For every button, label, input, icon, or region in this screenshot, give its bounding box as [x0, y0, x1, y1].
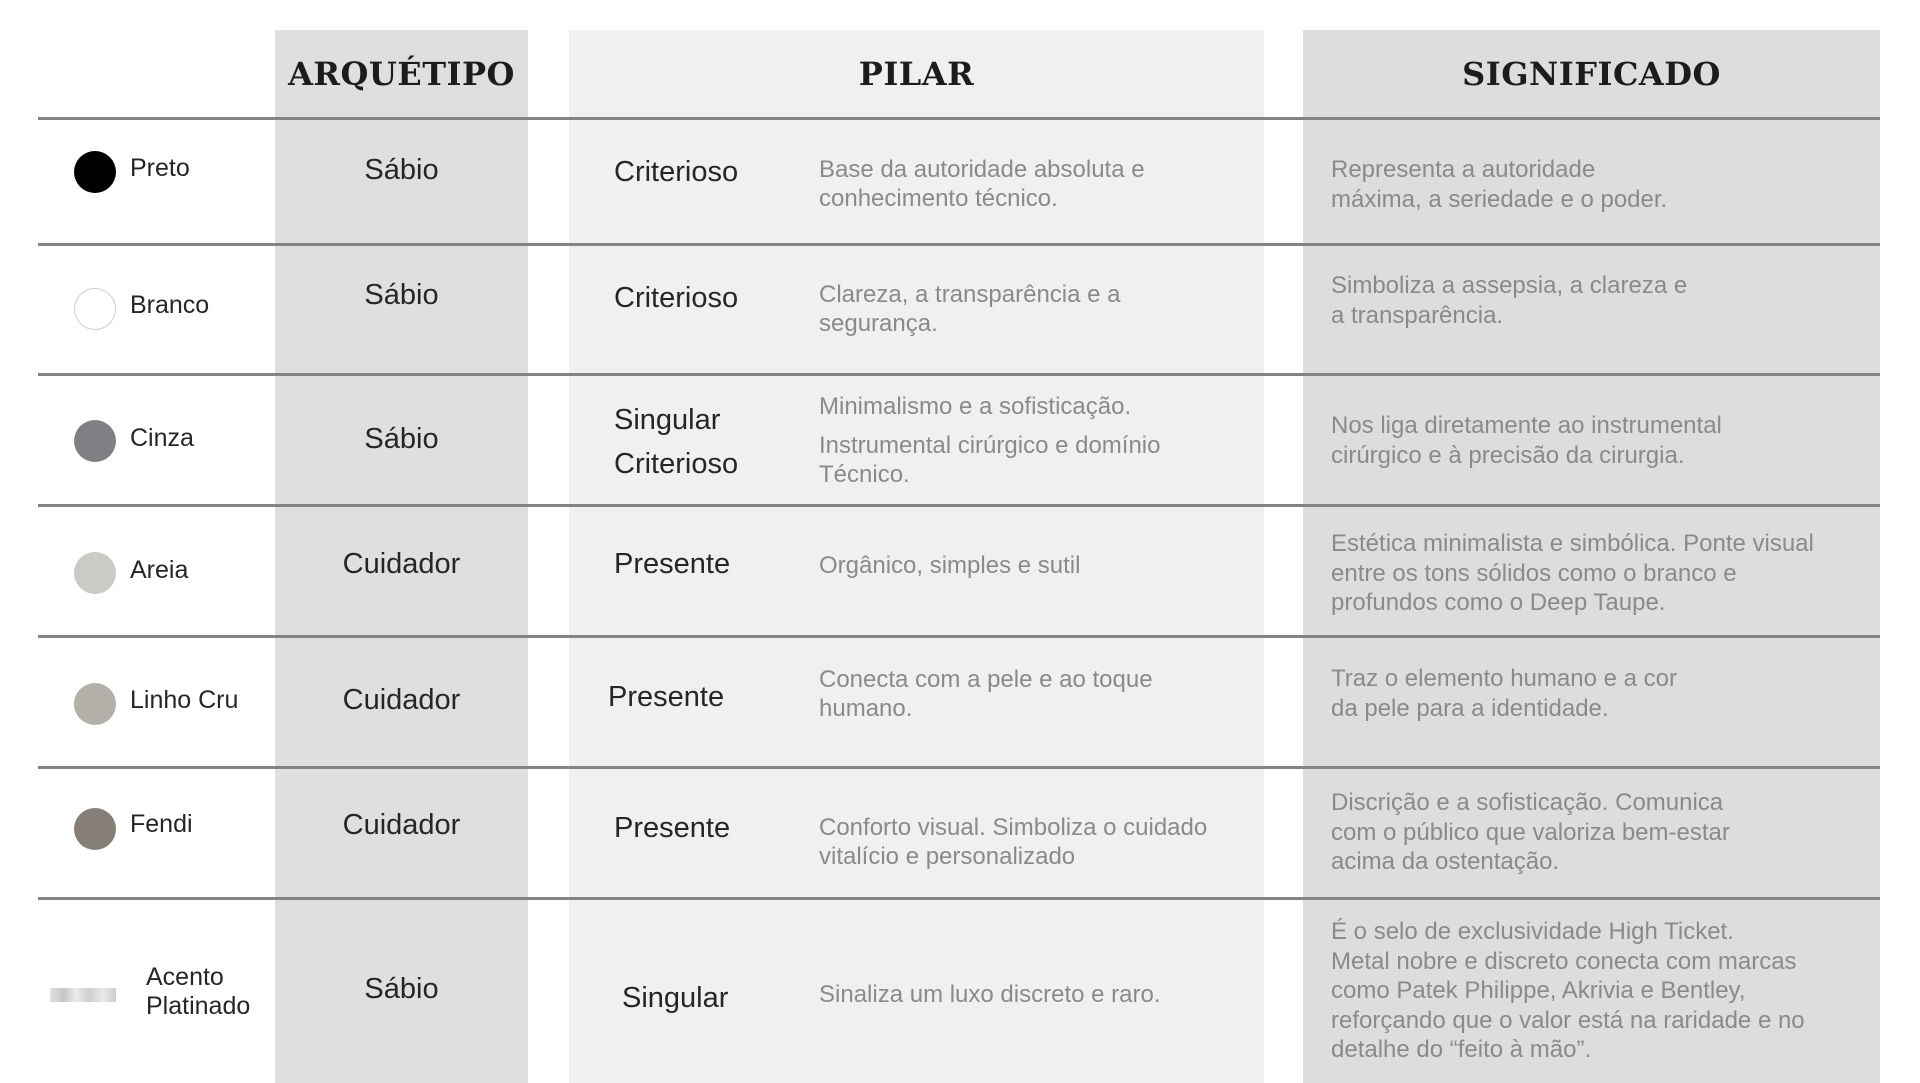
text-line: Conecta com a pele e ao toque — [819, 666, 1153, 693]
meaning-header: SIGNIFICADO — [1462, 55, 1721, 93]
archetype-cell: Sábio — [364, 154, 439, 186]
archetype-cell: Cuidador — [342, 548, 461, 580]
text-line: máxima, a seriedade e o poder. — [1331, 185, 1668, 213]
color-name — [130, 810, 193, 839]
meaning-cell — [1331, 529, 1871, 618]
text-line: Discrição e a sofisticação. Comunica — [1331, 789, 1724, 816]
text-line: Branco — [130, 291, 210, 319]
row-divider — [38, 635, 1880, 638]
meaning-cell — [1331, 788, 1871, 877]
meaning-cell — [1331, 664, 1871, 723]
meaning-cell — [1331, 155, 1871, 214]
text-line: Presente — [608, 681, 725, 713]
text-line: da pele para a identidade. — [1331, 694, 1609, 722]
pillar-name — [614, 542, 730, 586]
row-divider — [38, 897, 1880, 900]
color-name — [130, 556, 188, 585]
pillar-description — [819, 280, 1239, 338]
text-line: Simboliza a assepsia, a clareza e — [1331, 272, 1688, 299]
color-name — [130, 154, 190, 183]
archetype-cell: Sábio — [364, 423, 439, 455]
meaning-cell — [1331, 917, 1871, 1065]
text-line: cirúrgico e à precisão da cirurgia. — [1331, 441, 1685, 469]
archetype-cell: Sábio — [364, 973, 439, 1005]
color-name — [130, 686, 238, 715]
meaning-cell — [1331, 411, 1871, 470]
text-line: Presente — [614, 812, 731, 844]
row-divider — [38, 243, 1880, 246]
text-line: Sinaliza um luxo discreto e raro. — [819, 981, 1161, 1008]
text-line: Cinza — [130, 424, 194, 452]
pillar-header: PILAR — [858, 55, 975, 93]
text-line: detalhe do “feito à mão”. — [1331, 1036, 1592, 1063]
text-line: Linho Cru — [130, 686, 239, 714]
meaning-cell — [1331, 271, 1871, 330]
pillar-description — [819, 551, 1239, 580]
color-swatch — [74, 288, 116, 330]
text-line: Técnico. — [819, 461, 910, 488]
text-line: Traz o elemento humano e a cor — [1331, 665, 1677, 692]
text-line: conhecimento técnico. — [819, 185, 1058, 212]
archetype-cell: Sábio — [364, 279, 439, 311]
row-divider — [38, 504, 1880, 507]
text-line: Criterioso — [614, 282, 739, 314]
text-line: entre os tons sólidos como o branco e — [1331, 559, 1737, 587]
text-line: Presente — [614, 548, 731, 580]
text-line: Orgânico, simples e sutil — [819, 552, 1081, 579]
text-line: Criterioso — [614, 156, 739, 188]
color-swatch — [74, 683, 116, 725]
pillar-name — [622, 976, 728, 1020]
text-line: Minimalismo e a sofisticação. — [819, 393, 1132, 420]
text-line: Representa a autoridade — [1331, 156, 1596, 183]
text-line: reforçando que o valor está na raridade e no — [1331, 1006, 1805, 1034]
text-line: Preto — [130, 154, 190, 182]
text-line: É o selo de exclusividade High Ticket. — [1331, 918, 1734, 945]
color-name — [130, 424, 194, 453]
text-line: Singular — [614, 404, 721, 436]
text-line: com o público que valoriza bem-estar — [1331, 818, 1730, 846]
text-line: Criterioso — [614, 448, 739, 480]
row-divider — [38, 117, 1880, 120]
text-line: acima da ostentação. — [1331, 848, 1560, 875]
color-swatch — [74, 808, 116, 850]
text-line: como Patek Philippe, Akrivia e Bentley, — [1331, 977, 1746, 1004]
row-divider — [38, 766, 1880, 769]
text-line: Platinado — [146, 992, 251, 1020]
text-line: Metal nobre e discreto conecta com marcas — [1331, 947, 1797, 975]
text-line: Estética minimalista e simbólica. Ponte visual — [1331, 530, 1814, 557]
color-swatch — [50, 988, 116, 1002]
pillar-description — [819, 813, 1239, 871]
text-line: humano. — [819, 695, 913, 722]
text-line: a transparência. — [1331, 301, 1504, 329]
text-line: Fendi — [130, 810, 193, 838]
text-line: Singular — [622, 982, 729, 1014]
text-line: vitalício e personalizado — [819, 843, 1076, 870]
archetype-header: ARQUÉTIPO — [288, 55, 515, 93]
text-line: profundos como o Deep Taupe. — [1331, 589, 1666, 616]
pillar-name — [614, 806, 730, 850]
pillar-name — [614, 276, 738, 320]
color-swatch — [74, 552, 116, 594]
text-line: segurança. — [819, 310, 938, 337]
archetype-cell: Cuidador — [342, 809, 461, 841]
pillar-name — [614, 398, 738, 486]
pillar-description — [819, 665, 1239, 723]
color-swatch — [74, 151, 116, 193]
text-line: Conforto visual. Simboliza o cuidado — [819, 814, 1208, 841]
text-line: Acento — [146, 963, 224, 991]
archetype-cell: Cuidador — [342, 684, 461, 716]
pillar-description — [819, 155, 1239, 213]
color-swatch — [74, 420, 116, 462]
row-divider — [38, 373, 1880, 376]
text-line: Areia — [130, 556, 189, 584]
pillar-name — [614, 150, 738, 194]
pillar-description — [819, 980, 1239, 1009]
text-line: Instrumental cirúrgico e domínio — [819, 432, 1161, 459]
color-name — [130, 291, 209, 320]
text-line: Base da autoridade absoluta e — [819, 156, 1145, 183]
color-name — [146, 963, 250, 1021]
text-line: Clareza, a transparência e a — [819, 281, 1121, 308]
text-line: Nos liga diretamente ao instrumental — [1331, 412, 1722, 439]
pillar-name — [608, 675, 724, 719]
